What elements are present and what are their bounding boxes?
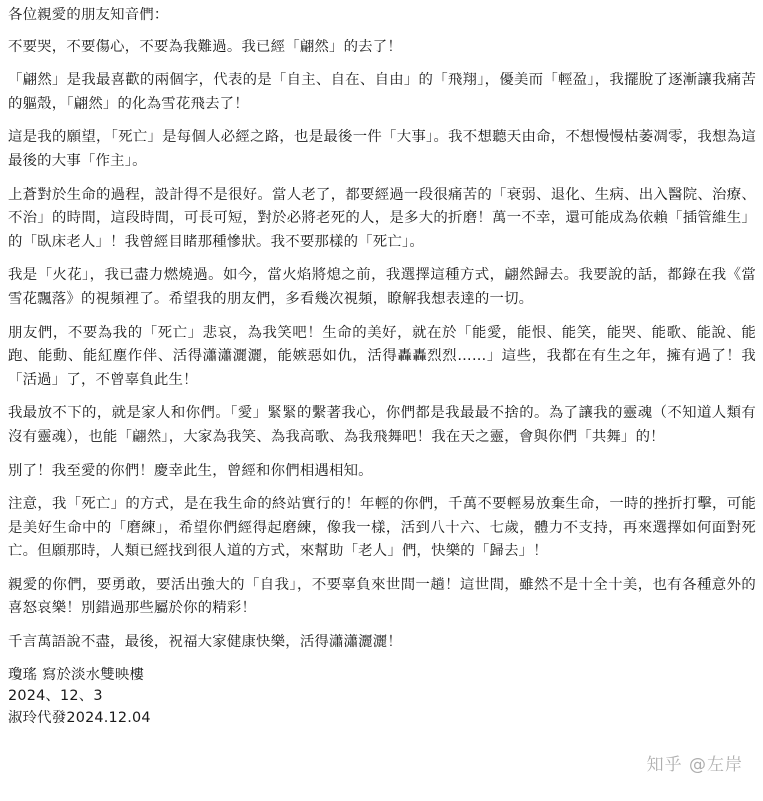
letter-paragraph: 注意，我「死亡」的方式，是在我生命的終站實行的！年輕的你們，千萬不要輕易放棄生命，一時的挫折打擊，可能是美好生命中的「磨練」，希望你們經得起磨練，像我一樣，活到八十六、七歲，體力不支持，再來選擇如何面對死亡。但願那時，人類已經找到很人道的方式，來幫助「老人」們，快樂的「歸去」！ (8, 496, 756, 560)
signature-date-line: 2024、12、3 (8, 688, 103, 705)
letter-signature (8, 665, 756, 730)
letter-paragraph: 上蒼對於生命的過程，設計得不是很好。當人老了，都要經過一段很痛苦的「衰弱、退化、生病、出入醫院、治療、不治」的時間，這段時間，可長可短，對於必將老死的人，是多大的折磨！萬一不幸，還可能成為依賴「插管維生」的「臥床老人」！我曾經目睹那種慘狀。我不要那樣的「死亡」。 (8, 186, 756, 250)
letter-paragraph: 千言萬語說不盡，最後，祝福大家健康快樂，活得瀟瀟灑灑！ (8, 634, 402, 651)
letter-paragraph: 不要哭，不要傷心，不要為我難過。我已經「翩然」的去了！ (8, 38, 402, 55)
letter-paragraph: 我最放不下的，就是家人和你們。「愛」緊緊的繫著我心，你們都是我最最不捨的。為了讓我的靈魂（不知道人類有沒有靈魂），也能「翩然」，大家為我笑、為我高歌、為我飛舞吧！我在天之靈，會與你們「共舞」的！ (8, 405, 756, 445)
letter-paragraph: 這是我的願望，「死亡」是每個人必經之路，也是最後一件「大事」。我不想聽天由命，不想慢慢枯萎凋零，我想為這最後的大事「作主」。 (8, 129, 756, 169)
letter-paragraph: 親愛的你們，要勇敢，要活出強大的「自我」，不要辜負來世間一趟！這世間，雖然不是十全十美，也有各種意外的喜怒哀樂！別錯過那些屬於你的精彩！ (8, 576, 756, 617)
zhihu-watermark: 知乎 @左岸 (646, 755, 743, 775)
letter-paragraph: 「翩然」是我最喜歡的兩個字，代表的是「自主、自在、自由」的「飛翔」，優美而「輕盈」，我擺脫了逐漸讓我痛苦的軀殼，「翩然」的化為雪花飛去了！ (8, 72, 756, 112)
letter-paragraph: 我是「火花」，我已盡力燃燒過。如今，當火焰將熄之前，我選擇這種方式，翩然歸去。我要說的話，都錄在我《當雪花飄落》的視頻裡了。希望我的朋友們，多看幾次視頻，瞭解我想表達的一切。 (8, 267, 756, 307)
letter-document (8, 4, 756, 729)
letter-salutation: 各位親愛的朋友知音們： (8, 7, 169, 23)
letter-paragraph: 別了！我至愛的你們！慶幸此生，曾經和你們相遇相知。 (8, 462, 373, 479)
signature-relay-line: 淑玲代發2024.12.04 (8, 709, 151, 726)
signature-author-line: 瓊瑤 寫於淡水雙映樓 (8, 666, 145, 683)
letter-paragraph: 朋友們，不要為我的「死亡」悲哀，為我笑吧！生命的美好，就在於「能愛，能恨、能笑，能哭、能歌、能說、能跑、能動、能紅塵作伴、活得瀟瀟灑灑，能嫉惡如仇，活得轟轟烈烈……」這些，我都在有生之年，擁有過了！我「活過」了，不曾辜負此生！ (8, 324, 756, 388)
